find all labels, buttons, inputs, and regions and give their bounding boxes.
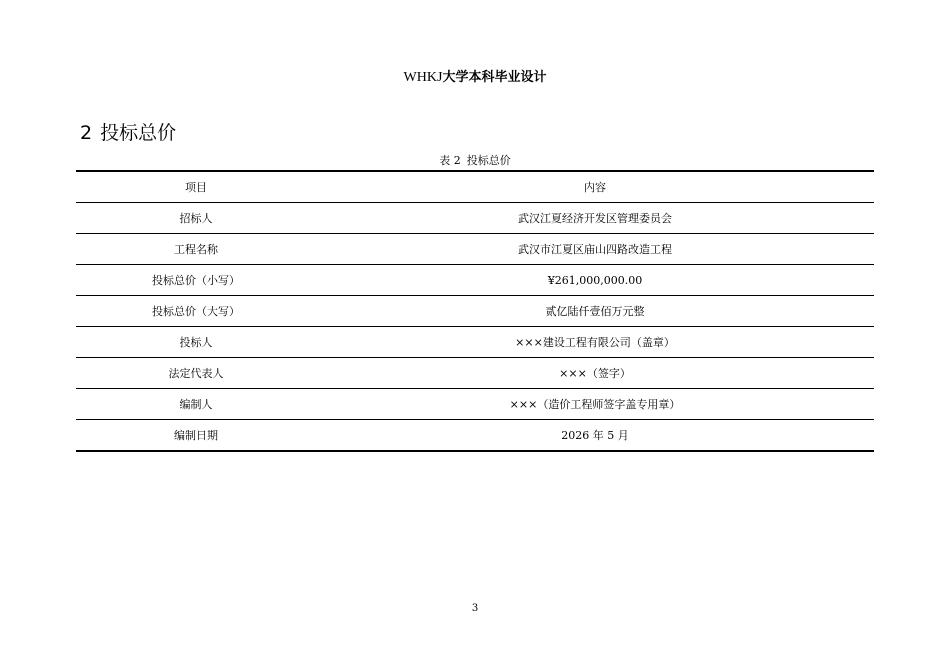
section-number: 2: [80, 122, 93, 144]
table-row: [76, 265, 874, 296]
table-cell-content: 武汉江夏经济开发区管理委员会: [316, 203, 874, 234]
section-heading: [80, 120, 176, 146]
table-row: [76, 420, 874, 452]
table-header-cell: 内容: [316, 171, 874, 203]
bid-price-table: [76, 170, 874, 452]
header-title: 大学本科毕业设计: [442, 70, 547, 85]
table-cell-item: 法定代表人: [76, 358, 316, 389]
page-number: 3: [471, 603, 479, 614]
table-cell-content: ×××（造价工程师签字盖专用章）: [316, 389, 874, 420]
table-row: [76, 389, 874, 420]
table-cell-item: 投标总价（小写）: [76, 265, 316, 296]
table-cell-content: ¥261,000,000.00: [316, 265, 874, 296]
table-row: [76, 358, 874, 389]
table-cell-item: 招标人: [76, 203, 316, 234]
header-latin: WHKJ: [403, 70, 443, 85]
table-row: [76, 296, 874, 327]
table-cell-content: 武汉市江夏区庙山四路改造工程: [316, 234, 874, 265]
table-caption-title: 投标总价: [466, 154, 511, 167]
section-title: 投标总价: [100, 122, 177, 144]
table-cell-item: 工程名称: [76, 234, 316, 265]
table-header-row: [76, 171, 874, 203]
table-cell-item: 投标总价（大写）: [76, 296, 316, 327]
table-caption-label: 表 2: [439, 154, 461, 167]
table-cell-content: ×××（签字）: [316, 358, 874, 389]
table-header-cell: 项目: [76, 171, 316, 203]
table-cell-item: 编制人: [76, 389, 316, 420]
table-row: [76, 203, 874, 234]
page-header: [0, 67, 950, 88]
table-cell-content: ×××建设工程有限公司（盖章）: [316, 327, 874, 358]
table-row: [76, 234, 874, 265]
table-cell-content: 2026 年 5 月: [316, 420, 874, 452]
table-row: [76, 327, 874, 358]
table-cell-item: 编制日期: [76, 420, 316, 452]
table-cell-content: 贰亿陆仟壹佰万元整: [316, 296, 874, 327]
table-caption: [0, 153, 950, 169]
table-cell-item: 投标人: [76, 327, 316, 358]
